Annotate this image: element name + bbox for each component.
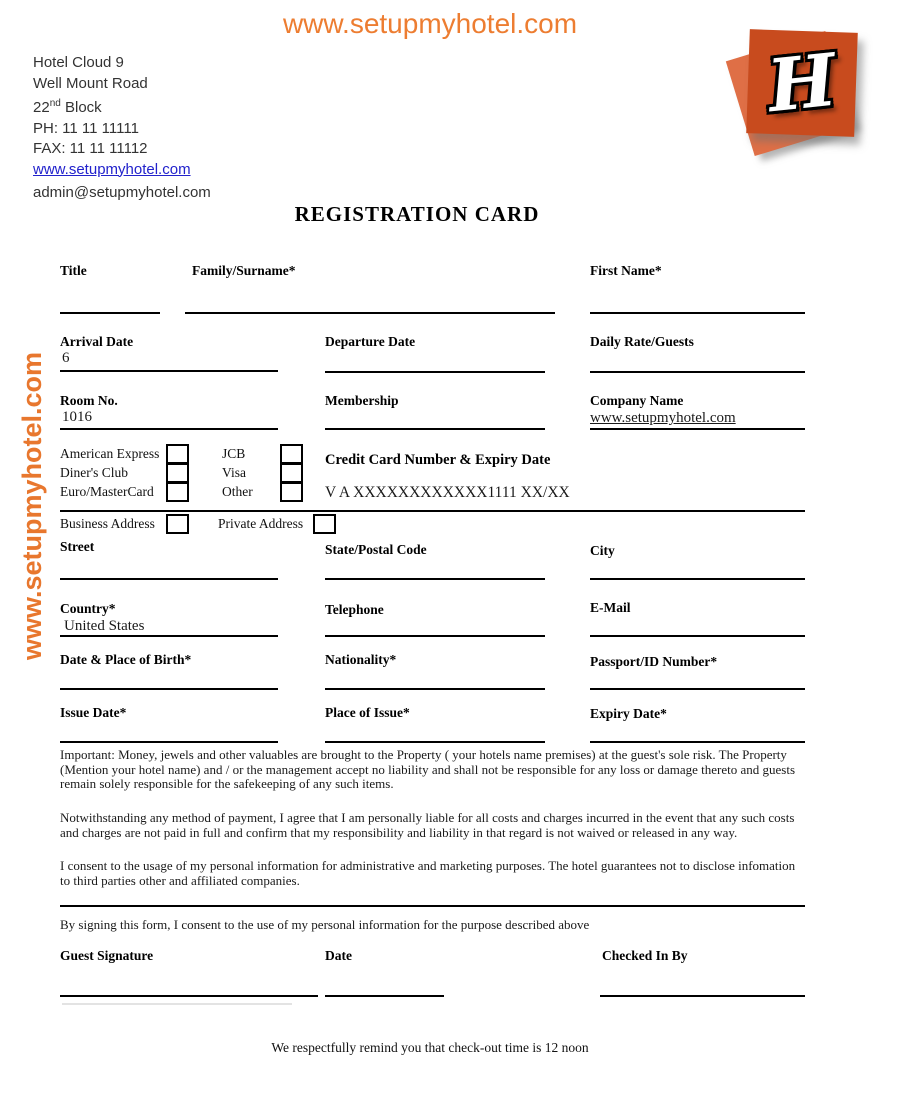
arrival-date-field-line[interactable] (60, 370, 278, 372)
company-name-link[interactable]: www.setupmyhotel.com (590, 410, 736, 426)
other-card-checkbox[interactable] (280, 482, 303, 502)
place-of-issue-field-line[interactable] (325, 741, 545, 743)
credit-card-value: V A XXXXXXXXXXXX1111 XX/XX (325, 484, 570, 501)
country-field-line[interactable] (60, 635, 278, 637)
visa-checkbox[interactable] (280, 463, 303, 483)
arrival-date-value: 6 (62, 350, 70, 366)
privacy-consent-paragraph: I consent to the usage of my personal information for administrative and marketing purposes. The hotel guarantees not to disclose infomation to third parties other and affiliated companies. (60, 858, 796, 888)
daily-rate-guests-label: Daily Rate/Guests (590, 334, 694, 349)
company-name-field-line[interactable] (590, 428, 805, 430)
side-watermark-url: www.setupmyhotel.com (17, 351, 47, 661)
hotel-logo (732, 28, 870, 156)
section-divider-top (60, 510, 805, 512)
room-no-field-line[interactable] (60, 428, 278, 430)
euro-mastercard-label: Euro/MasterCard (60, 484, 154, 499)
credit-card-label: Credit Card Number & Expiry Date (325, 452, 551, 468)
title-label: Title (60, 263, 87, 278)
family-surname-label: Family/Surname* (192, 263, 296, 278)
passport-field-line[interactable] (590, 688, 805, 690)
city-field-line[interactable] (590, 578, 805, 580)
jcb-label: JCB (222, 446, 246, 461)
first-name-field-line[interactable] (590, 312, 805, 314)
signature-line-shadow (62, 1003, 292, 1005)
issue-date-label: Issue Date* (60, 705, 127, 720)
checked-in-by-line[interactable] (600, 995, 805, 997)
membership-field-line[interactable] (325, 428, 545, 430)
diners-club-checkbox[interactable] (166, 463, 189, 483)
private-address-checkbox[interactable] (313, 514, 336, 534)
email-field-line[interactable] (590, 635, 805, 637)
hotel-info-block (33, 53, 211, 204)
company-name-label: Company Name (590, 393, 684, 408)
signature-date-label: Date (325, 948, 352, 963)
birth-label: Date & Place of Birth* (60, 652, 192, 667)
room-no-label: Room No. (60, 393, 118, 408)
expiry-date-field-line[interactable] (590, 741, 805, 743)
ordinal-suffix: nd (49, 98, 61, 109)
place-of-issue-label: Place of Issue* (325, 705, 410, 720)
checked-in-by-label: Checked In By (602, 948, 688, 963)
signature-date-line[interactable] (325, 995, 444, 997)
logo-front-square (746, 29, 858, 137)
hotel-website-link[interactable]: www.setupmyhotel.com (33, 160, 191, 178)
amex-label: American Express (60, 446, 160, 461)
hotel-street: Well Mount Road (33, 74, 148, 92)
expiry-date-label: Expiry Date* (590, 706, 667, 721)
telephone-label: Telephone (325, 602, 384, 617)
room-no-value: 1016 (62, 409, 92, 425)
guest-signature-line[interactable] (60, 995, 318, 997)
hotel-phone: PH: 11 11 11111 (33, 119, 139, 137)
birth-field-line[interactable] (60, 688, 278, 690)
title-field-line[interactable] (60, 312, 160, 314)
valuables-disclaimer-paragraph: Important: Money, jewels and other valuables are brought to the Property ( your hotels name premises) at the guest's sole risk. The Property (Mention your hotel name) and / or the management accept no liability and shall not be responsible for any loss or damage thereto and guests remain solely responsible for the safekeeping of any such items. (60, 747, 796, 791)
checkout-reminder: We respectfully remind you that check-out time is 12 noon (271, 1040, 589, 1055)
guest-signature-label: Guest Signature (60, 948, 154, 963)
country-value: United States (64, 618, 145, 634)
private-address-label: Private Address (218, 516, 304, 531)
visa-label: Visa (222, 465, 246, 480)
other-card-label: Other (222, 484, 253, 499)
euro-mastercard-checkbox[interactable] (166, 482, 189, 502)
nationality-field-line[interactable] (325, 688, 545, 690)
hotel-fax: FAX: 11 11 11112 (33, 140, 148, 157)
daily-rate-guests-field-line[interactable] (590, 371, 805, 373)
telephone-field-line[interactable] (325, 635, 545, 637)
street-field-line[interactable] (60, 578, 278, 580)
diners-club-label: Diner's Club (60, 465, 129, 480)
nationality-label: Nationality* (325, 652, 397, 667)
page-title: REGISTRATION CARD (294, 202, 540, 226)
state-postal-field-line[interactable] (325, 578, 545, 580)
country-label: Country* (60, 601, 116, 616)
header-site-url: www.setupmyhotel.com (282, 8, 578, 39)
departure-date-label: Departure Date (325, 334, 416, 349)
payment-liability-paragraph: Notwithstanding any method of payment, I agree that I am personally liable for all costs and charges incurred in the event that any such costs and charges are not paid in full and confirm that my responsibility and liability in that regard is not waived or released in any way. (60, 810, 795, 840)
first-name-label: First Name* (590, 263, 662, 278)
business-address-label: Business Address (60, 516, 155, 531)
city-label: City (590, 543, 615, 558)
issue-date-field-line[interactable] (60, 741, 278, 743)
state-postal-label: State/Postal Code (325, 542, 427, 557)
business-address-checkbox[interactable] (166, 514, 189, 534)
email-label: E-Mail (590, 600, 631, 615)
departure-date-field-line[interactable] (325, 371, 545, 373)
street-label: Street (60, 539, 95, 554)
hotel-email: admin@setupmyhotel.com (33, 184, 211, 201)
logo-h-icon: H (763, 36, 841, 129)
amex-checkbox[interactable] (166, 444, 189, 464)
hotel-name: Hotel Cloud 9 (33, 54, 124, 71)
arrival-date-label: Arrival Date (60, 334, 134, 349)
passport-label: Passport/ID Number* (590, 654, 718, 669)
hotel-block: 22nd Block (33, 98, 102, 116)
signature-consent-line: By signing this form, I consent to the use of my personal information for the purpose described above (60, 917, 590, 932)
membership-label: Membership (325, 393, 399, 408)
jcb-checkbox[interactable] (280, 444, 303, 464)
family-surname-field-line[interactable] (185, 312, 555, 314)
section-divider-bottom (60, 905, 805, 907)
